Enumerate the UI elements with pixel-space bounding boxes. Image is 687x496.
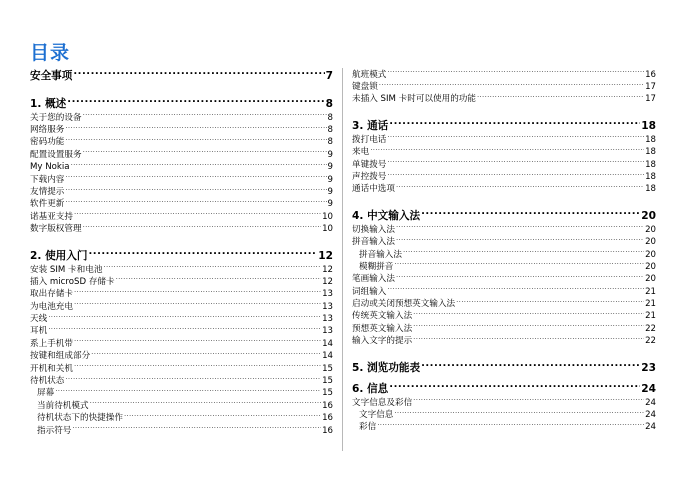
- toc-page-number: 13: [322, 289, 333, 300]
- dot-leader: [403, 248, 644, 257]
- toc-page-number: 16: [322, 413, 333, 424]
- toc-entry[interactable]: [30, 263, 333, 275]
- dot-leader: [379, 80, 644, 89]
- toc-entry[interactable]: [352, 170, 656, 182]
- dot-leader: [65, 185, 326, 194]
- toc-entry[interactable]: [30, 123, 333, 135]
- toc-entry[interactable]: [30, 288, 333, 300]
- toc-page-number: 9: [327, 174, 333, 185]
- toc-page-number: 24: [645, 422, 656, 433]
- dot-leader: [387, 285, 644, 294]
- toc-chapter[interactable]: [30, 96, 333, 111]
- toc-entry-label: 未插入 SIM 卡时可以使用的功能: [352, 94, 476, 105]
- toc-page-number: 16: [322, 425, 333, 436]
- dot-leader: [421, 360, 640, 371]
- dot-leader: [74, 362, 321, 371]
- toc-entry[interactable]: [30, 210, 333, 222]
- toc-chapter[interactable]: [352, 381, 656, 396]
- toc-page-number: 20: [645, 274, 656, 285]
- toc-entry-label: 按键和组成部分: [30, 351, 91, 362]
- dot-leader: [394, 260, 644, 269]
- toc-entry-label: 友情提示: [30, 186, 65, 197]
- toc-entry[interactable]: [30, 185, 333, 197]
- toc-page-number: 9: [327, 162, 333, 173]
- toc-entry-label: 6. 信息: [352, 382, 389, 395]
- toc-page-number: 16: [322, 400, 333, 411]
- toc-page-number: 21: [645, 311, 656, 322]
- toc-page-number: 18: [645, 171, 656, 182]
- dot-leader: [396, 183, 644, 192]
- column-divider: [342, 68, 343, 451]
- spacer: [352, 105, 656, 118]
- toc-entry[interactable]: [352, 146, 656, 158]
- toc-entry-label: 文字信息及彩信: [352, 397, 413, 408]
- toc-page-number: 8: [327, 112, 333, 123]
- toc-entry-label: 单键拨号: [352, 159, 387, 170]
- dot-leader: [456, 297, 644, 306]
- toc-page-number: 20: [645, 249, 656, 260]
- toc-page-number: 8: [327, 124, 333, 135]
- dot-leader: [90, 399, 321, 408]
- dot-leader: [83, 223, 321, 232]
- toc-page-number: 9: [327, 199, 333, 210]
- toc-entry[interactable]: [352, 223, 656, 235]
- toc-entry-label: 词组输入: [352, 286, 387, 297]
- toc-entry[interactable]: [30, 312, 333, 324]
- toc-entry[interactable]: [352, 408, 656, 420]
- toc-entry[interactable]: [352, 93, 656, 105]
- toc-page-number: 15: [322, 388, 333, 399]
- toc-entry-label: 安全事项: [30, 69, 73, 82]
- dot-leader: [71, 161, 327, 170]
- toc-page-number: 10: [322, 224, 333, 235]
- toc-entry[interactable]: [352, 183, 656, 195]
- toc-entry[interactable]: [352, 248, 656, 260]
- toc-entry-label: 通话中选项: [352, 184, 395, 195]
- toc-entry-label: 取出存储卡: [30, 289, 73, 300]
- toc-entry-label: 指示符号: [37, 425, 72, 436]
- toc-entry-label: 待机状态: [30, 376, 65, 387]
- spacer: [352, 347, 656, 360]
- toc-page-number: 13: [322, 301, 333, 312]
- toc-entry[interactable]: [352, 335, 656, 347]
- toc-entry[interactable]: [30, 337, 333, 349]
- dot-leader: [396, 223, 644, 232]
- dot-leader: [396, 273, 644, 282]
- toc-page-number: 22: [645, 323, 656, 334]
- toc-page-number: 24: [641, 382, 656, 395]
- dot-leader: [387, 133, 644, 142]
- toc-entry[interactable]: [352, 285, 656, 297]
- spacer: [30, 83, 333, 96]
- spacer: [352, 195, 656, 208]
- toc-entry[interactable]: [30, 362, 333, 374]
- toc-entry[interactable]: [30, 223, 333, 235]
- dot-leader: [396, 236, 644, 245]
- dot-leader: [65, 123, 326, 132]
- dot-leader: [74, 210, 321, 219]
- toc-entry[interactable]: [352, 396, 656, 408]
- dot-leader: [377, 421, 644, 430]
- toc-entry-label: 键盘锁: [352, 81, 378, 92]
- dot-leader: [103, 263, 321, 272]
- dot-leader: [65, 173, 326, 182]
- dot-leader: [65, 374, 321, 383]
- toc-entry-label: 下载内容: [30, 174, 65, 185]
- toc-page-number: 14: [322, 351, 333, 362]
- dot-leader: [387, 170, 644, 179]
- toc-page-number: 18: [645, 147, 656, 158]
- toc-left-column: [30, 68, 333, 436]
- toc-entry[interactable]: [352, 322, 656, 334]
- spacer: [30, 235, 333, 248]
- toc-entry[interactable]: [30, 198, 333, 210]
- toc-page-number: 13: [322, 326, 333, 337]
- toc-page-number: 18: [645, 159, 656, 170]
- toc-entry-label: 4. 中文输入法: [352, 209, 421, 222]
- toc-entry-label: 切换输入法: [352, 224, 395, 235]
- toc-entry-label: 系上手机带: [30, 338, 73, 349]
- toc-page-number: 20: [645, 237, 656, 248]
- toc-entry[interactable]: [30, 136, 333, 148]
- toc-entry-label: 开机和关机: [30, 363, 73, 374]
- dot-leader: [48, 312, 321, 321]
- dot-leader: [116, 275, 321, 284]
- dot-leader: [83, 148, 327, 157]
- toc-entry[interactable]: [352, 133, 656, 145]
- toc-entry[interactable]: [352, 68, 656, 80]
- toc-entry-label: 耳机: [30, 326, 48, 337]
- toc-entry[interactable]: [352, 421, 656, 433]
- toc-entry[interactable]: [30, 173, 333, 185]
- dot-leader: [477, 93, 644, 102]
- toc-entry-label: 天线: [30, 314, 48, 325]
- toc-page-number: 24: [645, 397, 656, 408]
- toc-page-number: 22: [645, 336, 656, 347]
- toc-right-column: [352, 68, 656, 433]
- toc-entry[interactable]: [30, 300, 333, 312]
- dot-leader: [74, 300, 321, 309]
- toc-page-number: 16: [645, 69, 656, 80]
- dot-leader: [91, 350, 321, 359]
- toc-entry-label: 待机状态下的快捷操作: [37, 413, 123, 424]
- toc-entry-label: 3. 通话: [352, 119, 389, 132]
- dot-leader: [413, 322, 644, 331]
- toc-entry[interactable]: [352, 310, 656, 322]
- toc-entry-label: 2. 使用入门: [30, 249, 88, 262]
- toc-page-number: 15: [322, 376, 333, 387]
- toc-entry-label: 拨打电话: [352, 134, 387, 145]
- dot-leader: [48, 325, 321, 334]
- dot-leader: [65, 136, 326, 145]
- toc-entry-label: 为电池充电: [30, 301, 73, 312]
- toc-chapter[interactable]: [352, 360, 656, 375]
- toc-chapter[interactable]: [352, 208, 656, 223]
- toc-page-number: 18: [645, 184, 656, 195]
- toc-entry[interactable]: [30, 148, 333, 160]
- dot-leader: [389, 118, 640, 129]
- toc-page-number: 12: [322, 264, 333, 275]
- toc-entry-label: 模糊拼音: [359, 261, 394, 272]
- dot-leader: [387, 68, 644, 77]
- dot-leader: [413, 335, 644, 344]
- toc-page-number: 17: [645, 94, 656, 105]
- dot-leader: [74, 288, 321, 297]
- toc-chapter[interactable]: [30, 68, 333, 83]
- toc-entry[interactable]: [30, 111, 333, 123]
- dot-leader: [413, 310, 644, 319]
- toc-entry-label: 输入文字的提示: [352, 336, 413, 347]
- toc-page-number: 8: [327, 137, 333, 148]
- page-title: 目录: [30, 42, 71, 64]
- toc-page-number: 18: [641, 119, 656, 132]
- toc-entry[interactable]: [352, 297, 656, 309]
- toc-entry-label: 关于您的设备: [30, 112, 82, 123]
- toc-entry-label: 软件更新: [30, 199, 65, 210]
- toc-entry-label: 插入 microSD 存储卡: [30, 276, 115, 287]
- toc-entry[interactable]: [30, 412, 333, 424]
- toc-entry-label: 拼音输入法: [359, 249, 402, 260]
- toc-entry-label: 启动或关闭预想英文输入法: [352, 299, 456, 310]
- toc-entry[interactable]: [30, 399, 333, 411]
- dot-leader: [88, 248, 317, 259]
- toc-page-number: 21: [645, 286, 656, 297]
- toc-entry[interactable]: [30, 161, 333, 173]
- toc-entry[interactable]: [30, 424, 333, 436]
- dot-leader: [387, 158, 644, 167]
- dot-leader: [74, 337, 321, 346]
- toc-entry-label: 安装 SIM 卡和电池: [30, 264, 103, 275]
- dot-leader: [370, 146, 644, 155]
- toc-page-number: 20: [645, 224, 656, 235]
- toc-entry-label: 航班模式: [352, 69, 387, 80]
- toc-page-number: 9: [327, 149, 333, 160]
- toc-page-number: 18: [645, 134, 656, 145]
- toc-page-number: 12: [318, 249, 333, 262]
- toc-entry-label: 数字版权管理: [30, 224, 82, 235]
- toc-page-number: 9: [327, 186, 333, 197]
- toc-entry[interactable]: [352, 273, 656, 285]
- toc-entry-label: 来电: [352, 147, 370, 158]
- toc-page-number: 15: [322, 363, 333, 374]
- toc-entry[interactable]: [30, 325, 333, 337]
- toc-entry-label: My Nokia: [30, 162, 70, 173]
- toc-entry-label: 诺基亚支持: [30, 211, 73, 222]
- toc-entry[interactable]: [30, 374, 333, 386]
- dot-leader: [65, 198, 326, 207]
- toc-page-number: 20: [641, 209, 656, 222]
- dot-leader: [421, 208, 640, 219]
- toc-page-number: 14: [322, 338, 333, 349]
- toc-entry[interactable]: [30, 387, 333, 399]
- toc-entry[interactable]: [352, 80, 656, 92]
- toc-entry[interactable]: [30, 350, 333, 362]
- dot-leader: [67, 96, 324, 107]
- toc-entry[interactable]: [352, 260, 656, 272]
- dot-leader: [124, 412, 321, 421]
- toc-page-number: 7: [325, 69, 333, 82]
- dot-leader: [55, 387, 321, 396]
- toc-entry-label: 当前待机模式: [37, 400, 89, 411]
- toc-entry-label: 传统英文输入法: [352, 311, 413, 322]
- toc-entry[interactable]: [30, 275, 333, 287]
- toc-entry[interactable]: [352, 158, 656, 170]
- toc-page-number: 21: [645, 299, 656, 310]
- toc-entry-label: 密码功能: [30, 137, 65, 148]
- dot-leader: [389, 381, 640, 392]
- toc-entry-label: 屏幕: [37, 388, 55, 399]
- toc-entry-label: 预想英文输入法: [352, 323, 413, 334]
- toc-entry-label: 配置设置服务: [30, 149, 82, 160]
- dot-leader: [73, 68, 324, 79]
- toc-entry-label: 文字信息: [359, 410, 394, 421]
- toc-entry-label: 1. 概述: [30, 97, 67, 110]
- dot-leader: [413, 396, 644, 405]
- toc-page-number: 17: [645, 81, 656, 92]
- toc-page-number: 13: [322, 314, 333, 325]
- dot-leader: [394, 408, 644, 417]
- toc-entry-label: 拼音输入法: [352, 237, 395, 248]
- toc-entry[interactable]: [352, 236, 656, 248]
- toc-chapter[interactable]: [30, 248, 333, 263]
- dot-leader: [72, 424, 321, 433]
- toc-entry-label: 5. 浏览功能表: [352, 361, 421, 374]
- toc-page-number: 23: [641, 361, 656, 374]
- toc-entry-label: 彩信: [359, 422, 377, 433]
- toc-entry-label: 声控拨号: [352, 171, 387, 182]
- toc-page-number: 20: [645, 261, 656, 272]
- toc-page-number: 10: [322, 211, 333, 222]
- toc-entry-label: 笔画输入法: [352, 274, 395, 285]
- toc-page-number: 12: [322, 276, 333, 287]
- toc-page-number: 24: [645, 410, 656, 421]
- toc-entry-label: 网络服务: [30, 124, 65, 135]
- toc-page-number: 8: [325, 97, 333, 110]
- dot-leader: [83, 111, 327, 120]
- toc-chapter[interactable]: [352, 118, 656, 133]
